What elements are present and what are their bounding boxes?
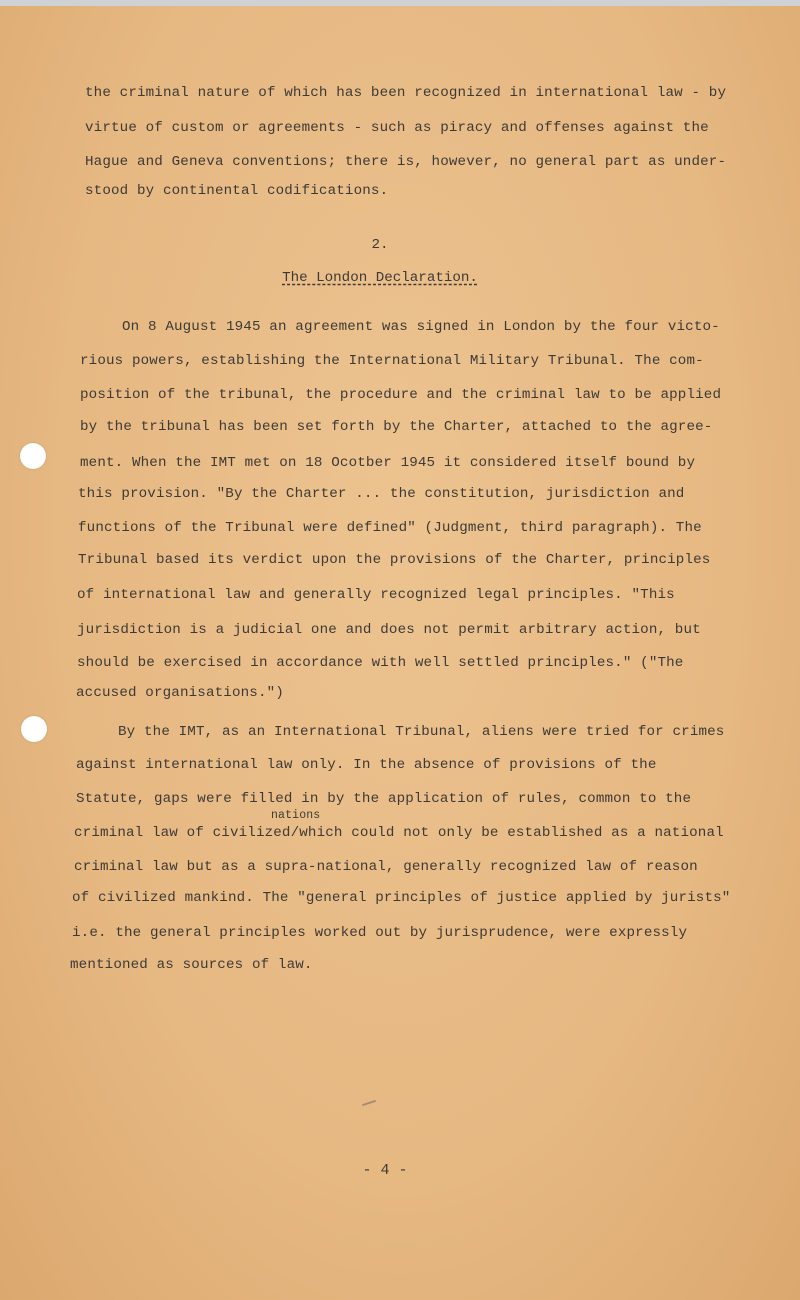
text-line: Tribunal based its verdict upon the provisions of the Charter, principles (78, 552, 711, 568)
text-line: ment. When the IMT met on 18 Ocotber 1945 it considered itself bound by (80, 455, 696, 471)
text-line: By the IMT, as an International Tribunal, aliens were tried for crimes (118, 724, 725, 740)
text-line: accused organisations.") (76, 685, 284, 701)
section-number: 2. (371, 237, 389, 253)
text-line: this provision. "By the Charter ... the constitution, jurisdiction and (78, 486, 685, 502)
text-line: stood by continental codifications. (85, 183, 389, 199)
text-line: criminal law but as a supra-national, generally recognized law of reason (74, 859, 698, 875)
text-line: virtue of custom or agreements - such as piracy and offenses against the (85, 120, 709, 136)
text-line: Hague and Geneva conventions; there is, however, no general part as under- (85, 154, 727, 170)
text-line: jurisdiction is a judicial one and does not permit arbitrary action, but (77, 622, 701, 638)
pen-mark (362, 1100, 376, 1106)
section-heading-text: The London Declaration. (282, 270, 478, 286)
text-line: criminal law of civilized/which could not only be established as a national (74, 825, 724, 841)
text-line: should be exercised in accordance with well settled principles." ("The (77, 655, 684, 671)
text-line: the criminal nature of which has been recognized in international law - by (85, 85, 727, 101)
text-line: i.e. the general principles worked out by jurisprudence, were expressly (72, 925, 688, 941)
text-line: against international law only. In the absence of provisions of the (76, 757, 657, 773)
text-line: of international law and generally recognized legal principles. "This (77, 587, 675, 603)
scan-top-edge (0, 0, 800, 6)
punch-hole-lower (21, 716, 47, 742)
text-line: position of the tribunal, the procedure and the criminal law to be applied (80, 387, 722, 403)
text-line: Statute, gaps were filled in by the application of rules, common to the (76, 791, 692, 807)
text-line: mentioned as sources of law. (70, 957, 313, 973)
text-line: On 8 August 1945 an agreement was signed in London by the four victo- (122, 319, 720, 335)
interlinear-insertion: nations (271, 809, 321, 822)
punch-hole-upper (20, 443, 46, 469)
text-line: by the tribunal has been set forth by the Charter, attached to the agree- (80, 419, 713, 435)
text-line: of civilized mankind. The "general principles of justice applied by jurists" (72, 890, 731, 906)
page-number: - 4 - (362, 1162, 408, 1179)
section-heading (0, 271, 760, 285)
text-line: rious powers, establishing the International Military Tribunal. The com- (80, 353, 704, 369)
text-line: functions of the Tribunal were defined" (Judgment, third paragraph). The (78, 520, 702, 536)
